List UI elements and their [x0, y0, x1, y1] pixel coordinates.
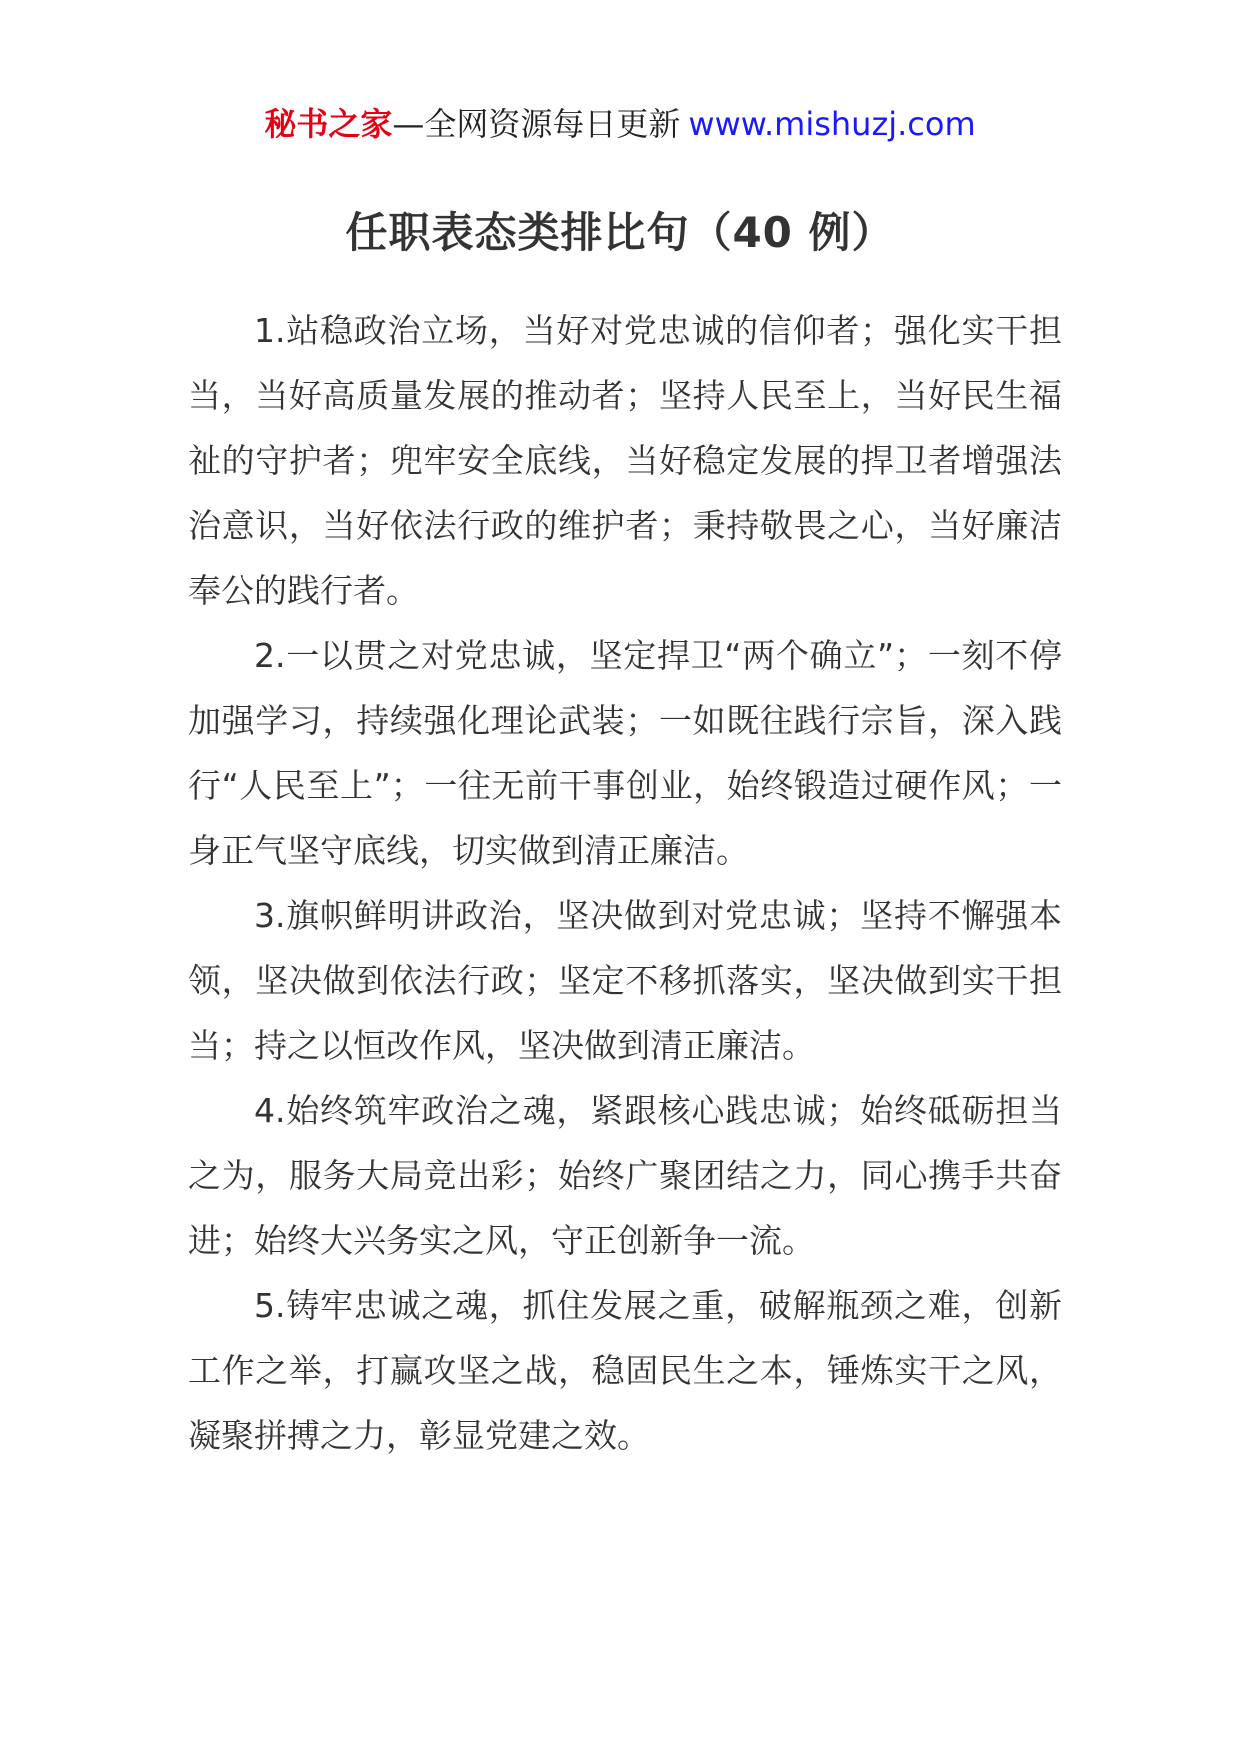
site-url-link[interactable]: www.mishuzj.com	[688, 105, 976, 143]
paragraph-3: 3.旗帜鲜明讲政治，坚决做到对党忠诚；坚持不懈强本领，坚决做到依法行政；坚定不移抓落实，坚决做到实干担当；持之以恒改作风，坚决做到清正廉洁。	[188, 896, 1062, 1065]
site-header	[0, 100, 1240, 148]
paragraph-4: 4.始终筑牢政治之魂，紧跟核心践忠诚；始终砥砺担当之为，服务大局竞出彩；始终广聚团结之力，同心携手共奋进；始终大兴务实之风，守正创新争一流。	[188, 1091, 1062, 1260]
paragraph-1: 1.站稳政治立场，当好对党忠诚的信仰者；强化实干担当，当好高质量发展的推动者；坚持人民至上，当好民生福祉的守护者；兜牢安全底线，当好稳定发展的捍卫者增强法治意识，当好依法行政的维护者；秉持敬畏之心，当好廉洁奉公的践行者。	[188, 311, 1062, 610]
paragraph-2: 2.一以贯之对党忠诚，坚定捍卫“两个确立”；一刻不停加强学习，持续强化理论武装；一如既往践行宗旨，深入践行“人民至上”；一往无前干事创业，始终锻造过硬作风；一身正气坚守底线，切实做到清正廉洁。	[188, 636, 1062, 870]
header-slogan: —全网资源每日更新	[392, 105, 681, 143]
page-title: 任职表态类排比句（40 例）	[345, 208, 895, 257]
brand-name: 秘书之家	[264, 105, 393, 143]
document-body	[188, 298, 1062, 1468]
paragraph-5: 5.铸牢忠诚之魂，抓住发展之重，破解瓶颈之难，创新工作之举，打赢攻坚之战，稳固民生之本，锤炼实干之风，凝聚拼搏之力，彰显党建之效。	[188, 1286, 1062, 1455]
